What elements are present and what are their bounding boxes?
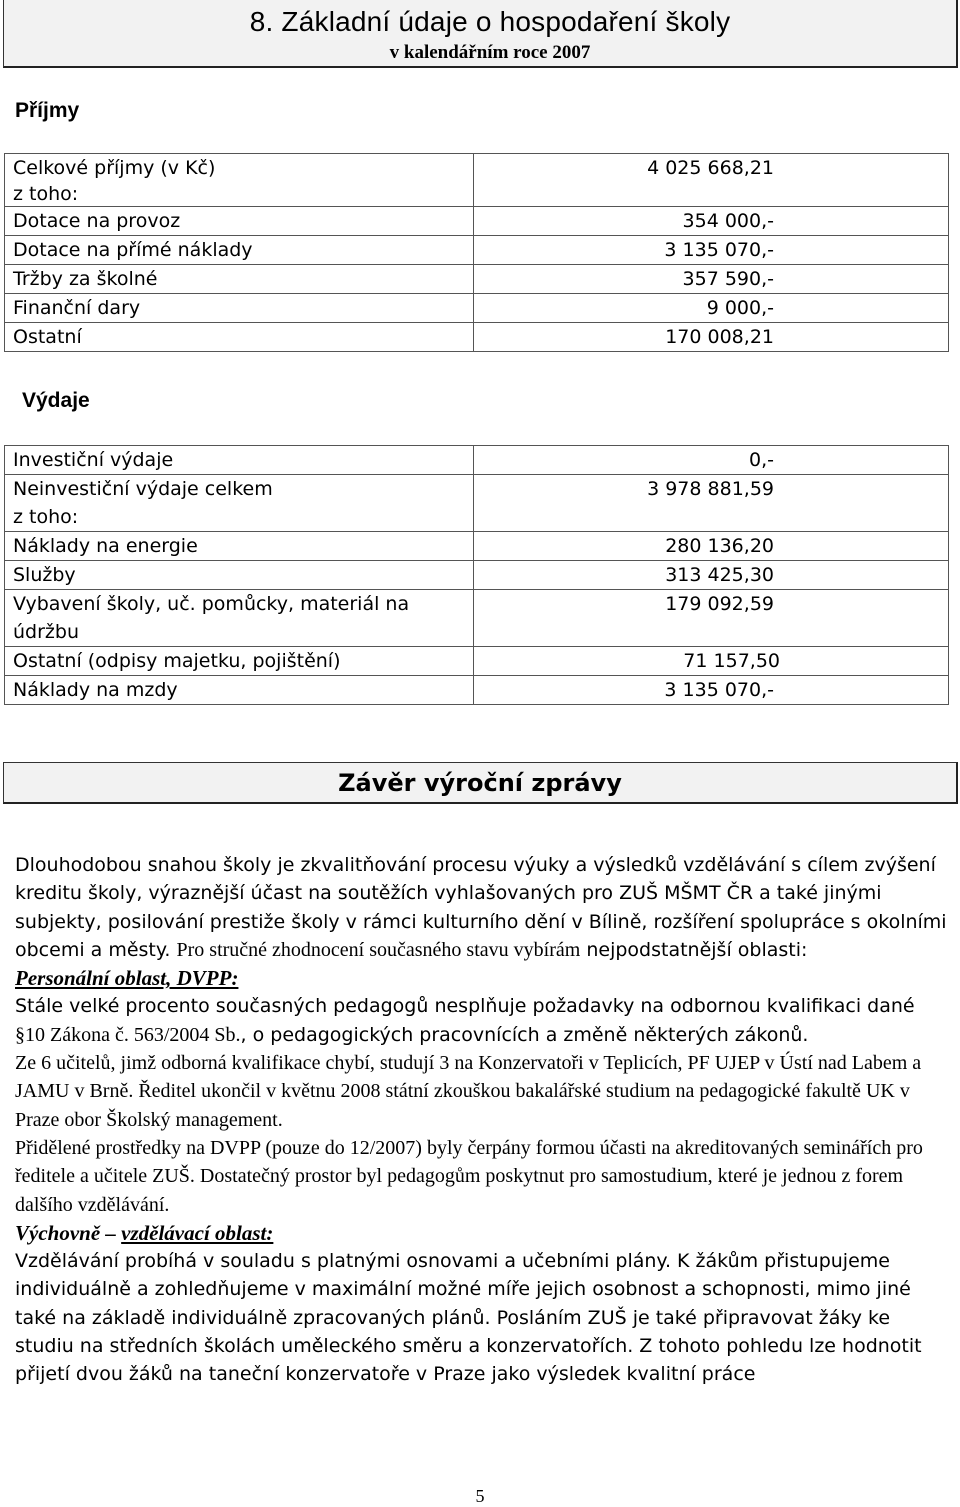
personnel-heading: Personální oblast, DVPP: [15,966,239,991]
education-paragraph: Vzdělávání probíhá v souladu s platnými osnovami a učebními plány. K žákům přistupujeme individuálně a zohledňujeme v maximální možné míře jejich osobnost a schopnosti, mimo jiné také na základě individuálně zpracovaných plánů. Posláním ZUŠ je také připravovat žáky ke studiu na středních školách uměleckého směru a konzervatořích. Z tohoto pohledu lze hodnotit přijetí dvou žáků na taneční konzervatoře v Praze jako výsledek kvalitní práce [15,1250,922,1386]
table-row [5,503,949,532]
table-row [5,294,949,323]
table-row [5,647,949,676]
expenses-heading: Výdaje [22,389,90,412]
income-label: Celkové příjmy (v Kč) [5,154,474,183]
table-row [5,154,949,183]
table-row [5,475,949,504]
table-row [5,618,949,647]
expense-label: Náklady na energie [5,532,474,561]
conclusion-body [15,851,950,1389]
income-table [4,153,949,352]
expense-label: Neinvestiční výdaje celkem [5,475,474,504]
page-title: 8. Základní údaje o hospodaření školy [249,6,731,37]
table-row [5,532,949,561]
income-value: 4 025 668,21 [474,154,949,183]
income-value: 3 135 070,- [474,236,949,265]
intro-serif-text: Pro stručné zhodnocení současného stavu vybírám [176,938,581,961]
income-value: 9 000,- [474,294,949,323]
personnel-paragraph-3: Přidělené prostředky na DVPP (pouze do 12/2007) byly čerpány formou účasti na akreditovaných seminářích pro ředitele a učitele ZUŠ. Dostatečný prostor byl pedagogům poskytnut pro samostudium, které je jednou z forem dalšího vzdělávání. [15,1136,923,1216]
intro-text: Dlouhodobou snahou školy je zkvalitňování procesu výuky a výsledků vzdělávání s cílem zvýšení kreditu školy, výraznější účast na soutěžích vyhlašovaných pro ZUŠ MŠMT ČR a také jinými subjekty, posilování prestiže školy v rámci kulturního dění v Bílině, rozšíření spolupráce s okolními obcemi a městy. [15,854,947,961]
law-reference: §10 Zákona č. 563/2004 Sb. [15,1023,241,1046]
personnel-paragraph-1 [15,992,950,1049]
income-value [474,182,949,207]
income-label: z toho: [5,182,474,207]
income-label: Ostatní [5,323,474,352]
table-row [5,590,949,619]
expense-label: z toho: [5,503,474,532]
income-value: 170 008,21 [474,323,949,352]
expense-value: 3 978 881,59 [474,475,949,504]
expense-label: Náklady na mzdy [5,676,474,705]
expense-label: Služby [5,561,474,590]
page-number: 5 [475,1486,485,1506]
table-row [5,676,949,705]
education-heading-part-1: Výchovně – [15,1220,122,1245]
income-label: Dotace na provoz [5,207,474,236]
expense-label: Investiční výdaje [5,446,474,475]
expense-label: Vybavení školy, uč. pomůcky, materiál na [5,590,474,619]
expense-value: 179 092,59 [474,590,949,619]
expenses-table [4,445,949,705]
income-value: 357 590,- [474,265,949,294]
education-heading-part-2: vzdělávací oblast: [121,1220,274,1245]
table-row [5,446,949,475]
expense-value: 280 136,20 [474,532,949,561]
page-subtitle: v kalendářním roce 2007 [389,42,591,63]
income-label: Dotace na přímé náklady [5,236,474,265]
table-row [5,323,949,352]
personnel-p1-end: , o pedagogických pracovnících a změně některých zákonů. [240,1023,809,1046]
conclusion-intro [15,851,950,964]
expense-label: údržbu [5,618,474,647]
education-heading [15,1219,950,1247]
table-row [5,265,949,294]
expense-label: Ostatní (odpisy majetku, pojištění) [5,647,474,676]
intro-end-text: nejpodstatnější oblasti: [586,938,808,961]
table-row [5,236,949,265]
personnel-p1-text: Stále velké procento současných pedagogů nesplňuje požadavky na odbornou kvalifikaci dané [15,995,915,1018]
expense-value: 313 425,30 [474,561,949,590]
conclusion-title-box [3,762,958,804]
income-value: 354 000,- [474,207,949,236]
expense-value: 3 135 070,- [474,676,949,705]
income-heading: Příjmy [15,99,80,122]
income-label: Tržby za školné [5,265,474,294]
expense-value: 71 157,50 [474,647,949,676]
personnel-paragraph-2: Ze 6 učitelů, jimž odborná kvalifikace chybí, studují 3 na Konzervatoři v Teplicích, PF UJEP v Ústí nad Labem a JAMU v Brně. Ředitel ukončil v květnu 2008 státní zkouškou bakalářské studium na pedagogické fakultě UK v Praze obor Školský management. [15,1052,922,1131]
expense-value: 0,- [474,446,949,475]
table-row [5,561,949,590]
table-row [5,207,949,236]
table-row [5,182,949,207]
section-title-box [3,0,958,68]
expense-value [474,503,949,532]
conclusion-title: Závěr výroční zprávy [338,769,622,797]
income-label: Finanční dary [5,294,474,323]
expense-value [474,618,949,647]
